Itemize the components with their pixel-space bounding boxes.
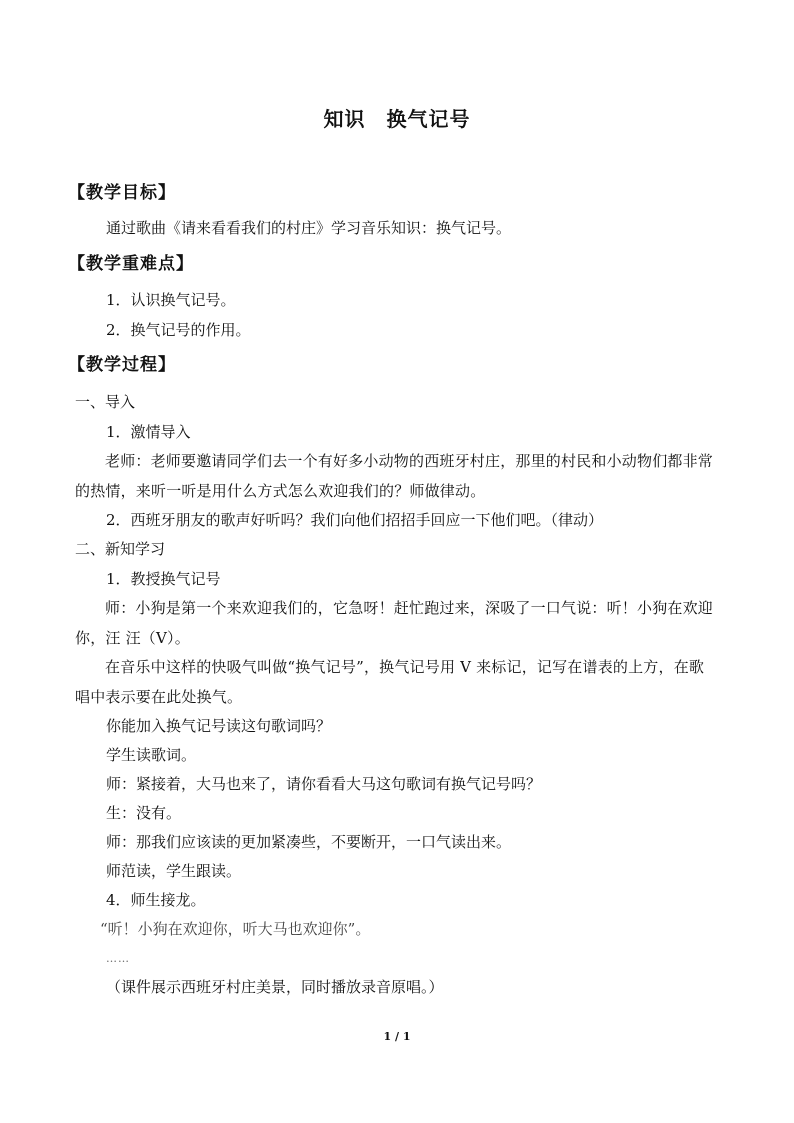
part1-item2: 2．西班牙朋友的歌声好听吗？我们向他们招招手回应一下他们吧。（律动）: [106, 511, 604, 529]
part2-para2: 在音乐中这样的快吸气叫做“换气记号”，换气记号用 V 来标记，记写在谱表的上方，在歌唱中表示要在此处换气。: [75, 658, 705, 706]
process-heading: 【教学过程】: [68, 355, 176, 375]
part2-item1: 1．教授换气记号: [106, 570, 221, 588]
part2-line7: 4．师生接龙。: [106, 891, 206, 909]
part2-quote: “听！小狗在欢迎你，听大马也欢迎你”。: [100, 920, 371, 938]
part2-line3: 师：紧接着，大马也来了，请你看看大马这句歌词有换气记号吗？: [106, 775, 542, 793]
part1-title: 一、导入: [75, 393, 136, 411]
part2-line2: 学生读歌词。: [106, 746, 197, 764]
part2-line1: 你能加入换气记号读这句歌词吗？: [106, 717, 332, 735]
part2-title: 二、新知学习: [75, 540, 166, 558]
part2-line5: 师：那我们应该读的更加紧凑些，不要断开，一口气读出来。: [106, 833, 512, 851]
part2-line6: 师范读，学生跟读。: [106, 862, 242, 880]
key-heading: 【教学重难点】: [68, 254, 194, 274]
part1-para1: 老师：老师要邀请同学们去一个有好多小动物的西班牙村庄，那里的村民和小动物们都非常的热情，来听一听是用什么方式怎么欢迎我们的？师做律动。: [75, 452, 714, 500]
goal-text: 通过歌曲《请来看看我们的村庄》学习音乐知识：换气记号。: [106, 219, 512, 237]
key-item-2: 2．换气记号的作用。: [106, 321, 251, 339]
part1-item1: 1．激情导入: [106, 423, 191, 441]
page-title: 知识 换气记号: [323, 107, 471, 131]
part2-line4: 生：没有。: [106, 804, 182, 822]
key-item-1: 1．认识换气记号。: [106, 291, 236, 309]
page-number: 1 / 1: [383, 1030, 411, 1043]
ellipsis: ……: [106, 952, 130, 965]
goal-heading: 【教学目标】: [68, 183, 176, 203]
part2-last: （课件展示西班牙村庄美景，同时播放录音原唱。）: [106, 978, 444, 996]
part2-para1: 师：小狗是第一个来欢迎我们的，它急呀！赶忙跑过来，深吸了一口气说：听！小狗在欢迎你，汪 汪（V）。: [75, 599, 714, 647]
